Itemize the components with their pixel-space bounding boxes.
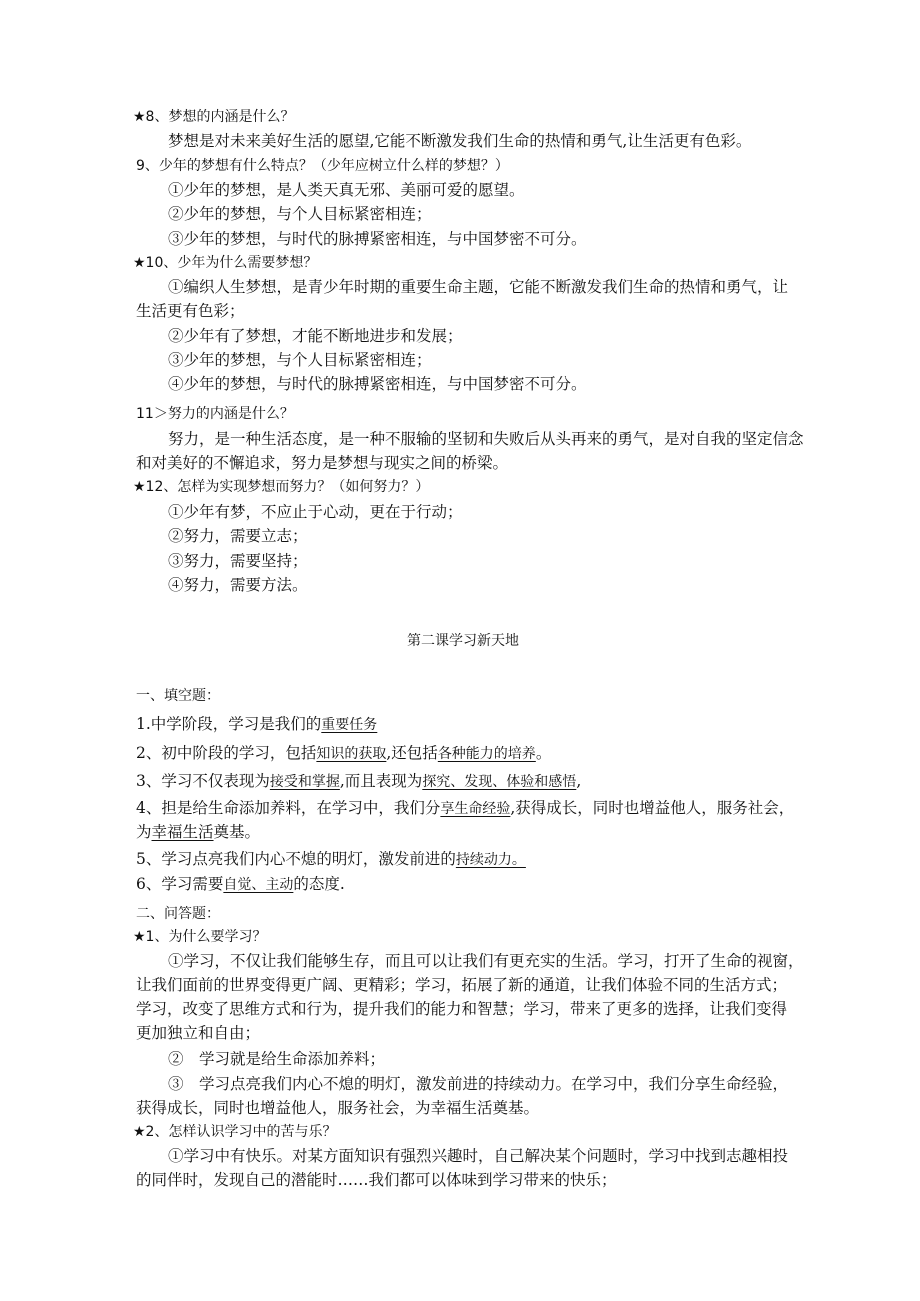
- answer-line: ③少年的梦想，与个人目标紧密相连；: [168, 351, 432, 369]
- item-text: 2、初中阶段的学习，包括: [136, 744, 317, 762]
- answer-underlined: 持续动力。: [455, 852, 526, 868]
- fill-blank-heading: 一、填空题：: [136, 688, 220, 704]
- qa-question-1: ★1、为什么要学习？: [133, 929, 267, 945]
- answer-line: ③努力，需要坚持；: [168, 552, 308, 570]
- item-text: 5、学习点亮我们内心不熄的明灯，激发前进的: [136, 850, 456, 868]
- item-text: 为: [136, 823, 152, 841]
- answer-underlined: 知识的获取: [316, 746, 387, 762]
- answer-line: 学习，改变了思维方式和行为，提升我们的能力和智慧；学习，带来了更多的选择，让我们变得: [136, 1000, 788, 1018]
- answer-line: ①少年的梦想，是人类天真无邪、美丽可爱的愿望。: [168, 181, 525, 199]
- question-8-heading: ★8、梦想的内涵是什么？: [133, 109, 295, 125]
- question-12-heading: ★12、怎样为实现梦想而努力？（如何努力？）: [133, 479, 430, 495]
- item-text: 。: [535, 744, 552, 762]
- answer-line: ③ 学习点亮我们内心不熄的明灯，激发前进的持续动力。在学习中，我们分享生命经验，: [168, 1075, 789, 1093]
- fill-blank-item: [136, 797, 794, 820]
- qa-heading: 二、问答题：: [136, 906, 220, 922]
- answer-line: 和对美好的不懈追求，努力是梦想与现实之间的桥梁。: [136, 454, 509, 472]
- item-text: 4、担是给生命添加养料，在学习中，我们分: [136, 799, 441, 817]
- answer-line: 生活更有色彩；: [136, 302, 245, 320]
- answer-line: 更加独立和自由；: [136, 1024, 261, 1042]
- item-text: 1.中学阶段，学习是我们的: [136, 715, 322, 733]
- qa-question-2: ★2、怎样认识学习中的苦与乐？: [133, 1124, 337, 1140]
- answer-line: 的同伴时，发现自己的潜能时……我们都可以体味到学习带来的快乐；: [136, 1171, 617, 1189]
- fill-blank-item: [136, 821, 260, 843]
- item-text: 奠基。: [213, 823, 261, 841]
- fill-blank-item: [136, 713, 377, 736]
- question-11-heading: 11＞努力的内涵是什么？: [136, 406, 294, 422]
- fill-blank-item: [136, 873, 345, 896]
- answer-line: 获得成长，同时也增益他人，服务社会，为幸福生活奠基。: [136, 1099, 540, 1117]
- answer-underlined: 探究、发现、体验和感悟: [422, 774, 577, 790]
- item-text: ,还包括: [386, 744, 438, 762]
- answer-underlined: 享生命经验: [440, 801, 511, 817]
- question-10-heading: ★10、少年为什么需要梦想？: [133, 255, 318, 271]
- answer-line: ③少年的梦想，与时代的脉搏紧密相连，与中国梦密不可分。: [168, 230, 587, 248]
- answer-underlined: 自觉、主动: [223, 877, 294, 893]
- answer-line: ②少年的梦想，与个人目标紧密相连；: [168, 205, 432, 223]
- answer-line: ② 学习就是给生命添加养料；: [168, 1050, 386, 1068]
- answer-underlined: 幸福生活: [151, 823, 214, 841]
- fill-blank-item: [136, 742, 551, 765]
- answer-line: ②努力，需要立志；: [168, 527, 308, 545]
- answer-underlined: 重要任务: [321, 717, 378, 733]
- answer-line: ①学习中有快乐。对某方面知识有强烈兴趣时，自己解决某个问题时，学习中找到志趣相投: [168, 1147, 789, 1165]
- question-9-heading: 9、少年的梦想有什么特点？（少年应树立什么样的梦想？）: [136, 158, 509, 174]
- item-text: 6、学习需要: [136, 875, 224, 893]
- item-text: 的态度.: [293, 875, 345, 893]
- item-text: ,: [576, 772, 582, 790]
- answer-line: 让我们面前的世界变得更广阔、更精彩；学习，拓展了新的通道，让我们体验不同的生活方式；: [136, 976, 788, 994]
- item-text: 3、学习不仅表现为: [136, 772, 270, 790]
- answer-underlined: 接受和掌握: [269, 774, 340, 790]
- answer-line: ②少年有了梦想，才能不断地进步和发展；: [168, 327, 463, 345]
- item-text: ,而且表现为: [339, 772, 423, 790]
- answer-line: 努力，是一种生活态度，是一种不服输的坚韧和失败后从头再来的勇气，是对自我的坚定信念: [168, 430, 804, 448]
- answer-line: ①编织人生梦想，是青少年时期的重要生命主题，它能不断激发我们生命的热情和勇气，让: [168, 278, 789, 296]
- item-text: ,获得成长，同时也增益他人，服务社会，: [510, 799, 795, 817]
- answer-line: ①学习，不仅让我们能够生存，而且可以让我们有更充实的生活。学习，打开了生命的视窗，: [168, 952, 804, 970]
- section-title: 第二课学习新天地: [407, 633, 519, 649]
- answer-underlined: 各种能力的培养: [437, 746, 536, 762]
- answer-line: ④少年的梦想，与时代的脉搏紧密相连，与中国梦密不可分。: [168, 375, 587, 393]
- answer-line: 梦想是对未来美好生活的愿望,它能不断激发我们生命的热情和勇气,让生活更有色彩。: [168, 132, 752, 150]
- answer-line: ④努力，需要方法。: [168, 576, 308, 594]
- answer-line: ①少年有梦，不应止于心动，更在于行动；: [168, 503, 463, 521]
- fill-blank-item: [136, 848, 526, 871]
- fill-blank-item: [136, 770, 581, 793]
